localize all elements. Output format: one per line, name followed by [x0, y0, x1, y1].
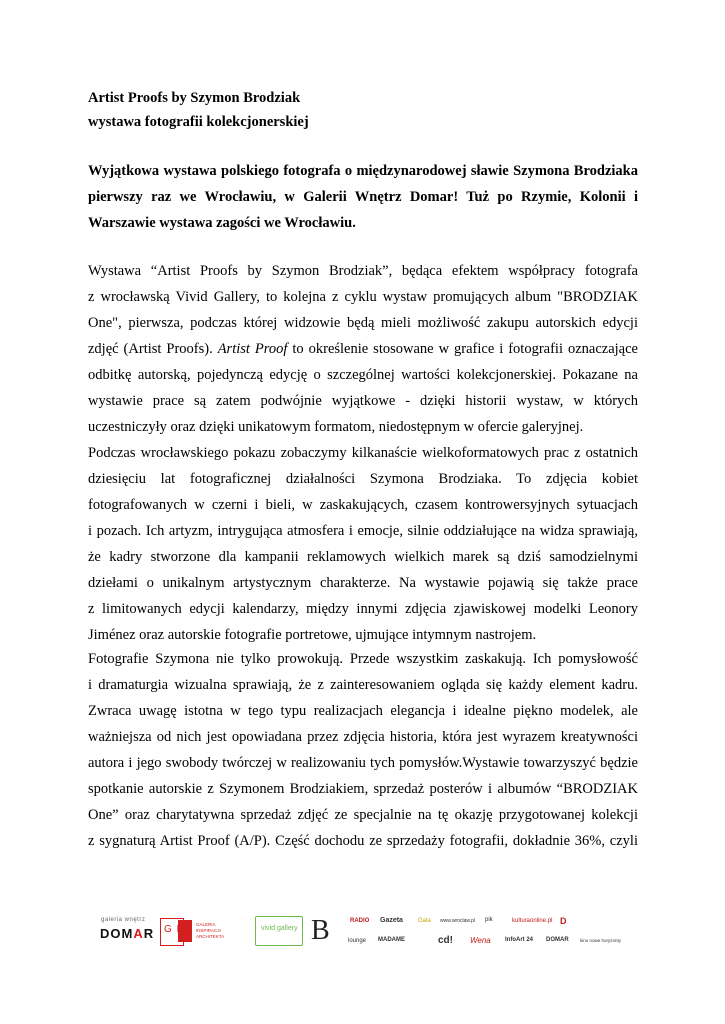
emphasis-term: Artist Proof — [217, 341, 288, 357]
logo-text-accent: A — [133, 926, 144, 941]
text-line: i dramaturgia wizualna sprawiają, że z zainteresowaniem ogląda się każdy element kadru. — [88, 677, 638, 693]
text-line: wystawie prace są zatem podwójnie wyjątkowe - dzięki historii wystaw, w których — [88, 393, 638, 409]
text-line: odbitkę autorską, pojedynczą edycję o szczególnej wartości kolekcjonerskiej. Pokazane na — [88, 367, 638, 383]
text-line: Fotografie Szymona nie tylko prowokują. Przede wszystkim zaskakują. Ich pomysłowość — [88, 651, 638, 667]
text-line: spotkanie autorskie z Szymonem Brodziakiem, sprzedaż posterów i albumów “BRODZIAK — [88, 781, 638, 797]
title-line-1: Artist Proofs by Szymon Brodziak — [88, 90, 301, 106]
text-line: autora i jego swobody twórczej w realizowaniu tych pomysłów.Wystawie towarzyszyć będzie — [88, 755, 638, 771]
text-line: z sygnaturą Artist Proof (A/P). Część dochodu ze sprzedaży fotografii, dokładnie 36%, czyli — [88, 833, 638, 849]
domar-logo — [100, 926, 154, 941]
sponsor-logo: kino nowe horyzonty — [580, 938, 622, 943]
vivid-gallery-text: vivid gallery — [261, 925, 298, 932]
text-line: Zwraca uwagę istotna w tego typu realizacjach elegancja i idealne piękno modelek, ale — [88, 703, 638, 719]
title-line-2: wystawa fotografii kolekcjonerskiej — [88, 114, 309, 130]
text-line: dziełami o unikalnym artystycznym charakterze. Na wystawie pojawią się także prace — [88, 575, 638, 591]
lead-paragraph: Wyjątkowa wystawa polskiego fotografa o międzynarodowej sławie Szymona Brodziaka pierwszy raz we Wrocławiu, w Galerii Wnętrz Domar! Tuż po Rzymie, Kolonii i Warszawie wystawa zagości we Wrocławiu. — [88, 163, 638, 231]
text-line: One", pierwsza, podczas której widzowie będą mieli możliwość zakupu autorskich edycji — [88, 315, 638, 331]
footer-logos — [0, 910, 725, 950]
text-line-with-emphasis — [88, 336, 638, 362]
sponsor-logo: RADIO — [350, 918, 370, 924]
sponsor-logo: Gala — [418, 918, 431, 924]
text-line: One” oraz charytatywna sprzedaż zdjęć ze specjalnie na tę okazję przygotowanej kolekcji — [88, 807, 638, 823]
sponsor-logo: lounge — [348, 938, 367, 944]
text-line: Jiménez oraz autorskie fotografie portretowe, ujmujące intymnym nastrojem. — [88, 627, 537, 643]
document-title — [88, 86, 309, 134]
sponsor-logo: DOMAR — [546, 937, 569, 943]
text-line: Wystawa “Artist Proofs by Szymon Brodziak”, będąca efektem współpracy fotografa — [88, 263, 638, 279]
sponsor-logo: Wena — [470, 936, 491, 945]
logo-text: DOM — [100, 926, 134, 941]
text-line: fotografowanych w czerni i bieli, w zaskakujących, czasem kontrowersyjnych sytuacjach — [88, 497, 638, 513]
text-span: to określenie stosowane w grafice i fotografii oznaczające — [287, 341, 638, 357]
text-line: że kadry stworzone dla kampanii reklamowych wielkich marek są dziś samodzielnymi — [88, 549, 638, 565]
text-line: i pozach. Ich artyzm, intrygująca atmosfera i emocje, silnie oddziałujące na widza sprawiają, — [88, 523, 638, 539]
sponsor-logo: kulturaonline.pl — [512, 918, 553, 924]
sponsor-logo: pik — [485, 917, 493, 923]
domar-tagline: galeria wnętrz — [101, 917, 146, 923]
text-line: Podczas wrocławskiego pokazu zobaczymy kilkanaście wielkoformatowych prac z ostatnich — [88, 445, 638, 461]
gia-caption: GALERIA INSPIRACJI ARCHITEKTA — [196, 922, 225, 939]
text-line: z wrocławską Vivid Gallery, to kolejna z cyklu wystaw promujących album "BRODZIAK — [88, 289, 638, 305]
sponsor-logo: www.wroclaw.pl — [440, 918, 476, 924]
text-line: dziesięciu lat fotograficznej działalności Szymona Brodziaka. To zdjęcia kobiet — [88, 471, 638, 487]
sponsor-logo: InfoArt 24 — [505, 937, 534, 943]
sponsor-logo: cd! — [438, 935, 453, 946]
sponsor-logo: MADAME — [378, 937, 405, 943]
text-span: zdjęć (Artist Proofs). — [88, 341, 218, 357]
sponsor-logo: Gazeta — [380, 917, 403, 924]
body-paragraph-2 — [88, 646, 638, 854]
logo-text: R — [143, 926, 155, 941]
body-paragraph-1 — [88, 258, 638, 648]
text-line: uczestniczyły oraz dzięki unikatowym formatom, niedostępnym w ofercie galeryjnej. — [88, 419, 584, 435]
gia-letters: G I — [164, 924, 181, 935]
text-line: ważniejsza od nich jest opowiadana przez zdjęcia historia, która jest wyrazem kreatywności — [88, 729, 638, 745]
brodziak-logo: B — [311, 915, 330, 946]
text-line: z limitowanych edycji kalendarzy, między innymi zdjęcia zjawiskowej modelki Leonory — [88, 601, 638, 617]
sponsor-logo: D — [560, 916, 567, 926]
